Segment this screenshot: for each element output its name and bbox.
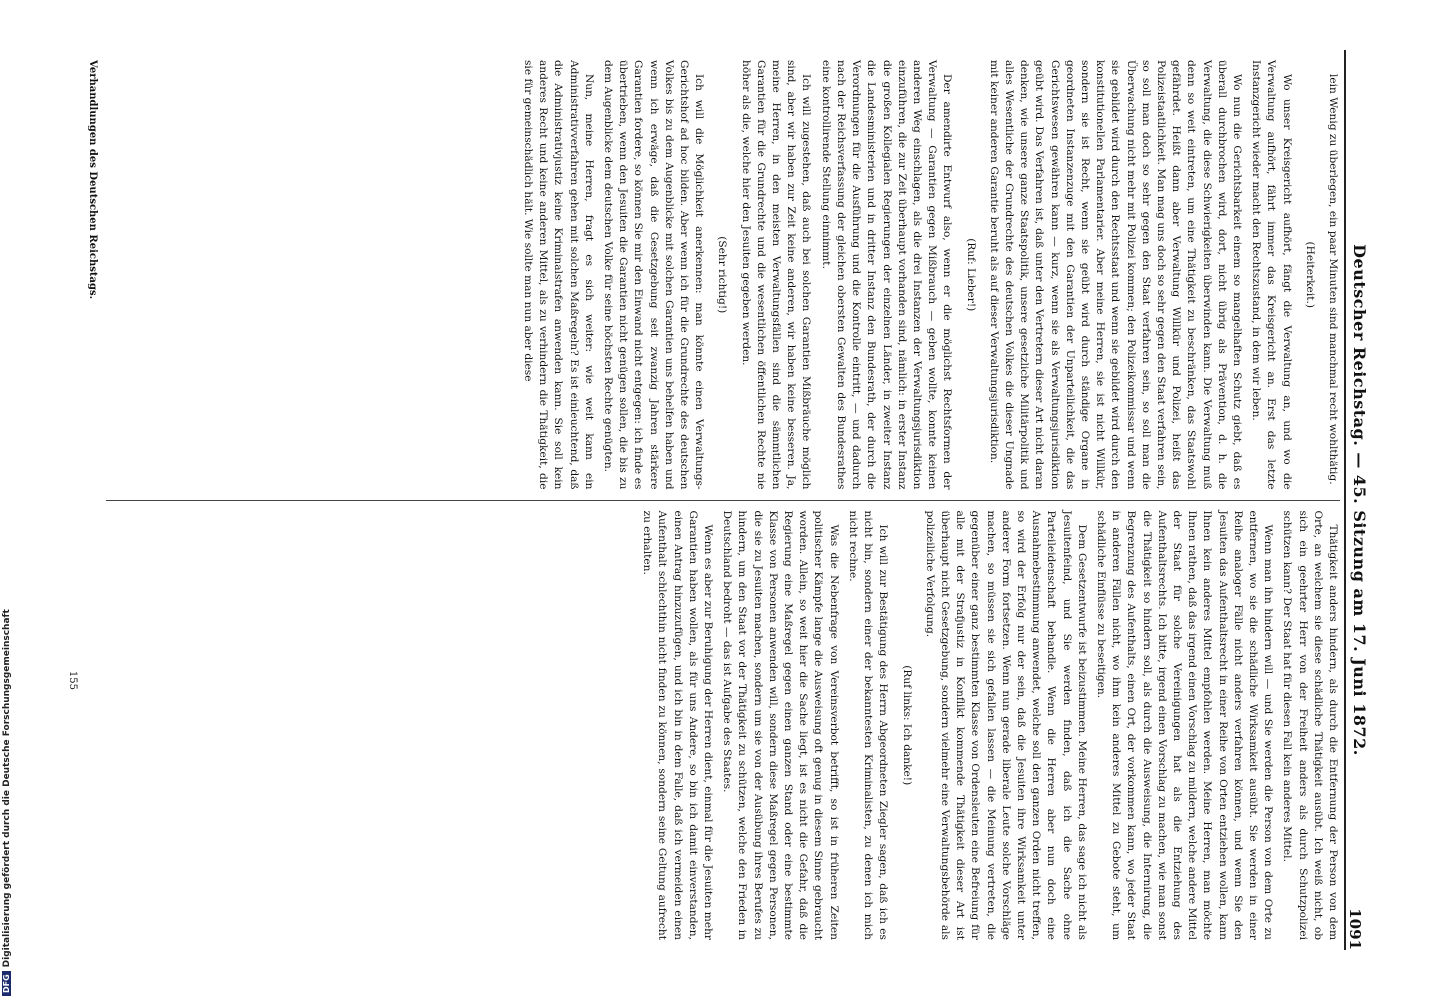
paragraph: (Sehr richtig!) [716,236,729,314]
paragraph: Ich will die Möglichkeit anerkennen: man könnte einen Verwaltungs-Gerichtshof ad hoc bilden. Aber wenn ich für die Grundrechte des deutschen Volkes bis zu dem Augenblicke mit solchen Garantien uns behelfen haben und wenn ich erwäge, daß die Gesetzgebung seit zwanzig Jahren stärkere Garantien fordere, so können Sie mir den Einwand nicht entgegen: ich finde es übertrieben, wenn den Jesuiten die Garantien nicht genügen sollen, die bis zu dem Augenblicke dem deutschen Volke für seine höchsten Rechte genügten. [602,60,706,490]
page-footer [54,50,98,950]
page-number: 1091 [1346,908,1364,950]
paragraph: (Ruf: Lieber!) [964,238,977,312]
paragraph: Thätigkeit anders hindern, als durch die Entfernung der Person von dem Orte, an welchem sie diese schädliche Thätigkeit ausübt. Ich weiß nicht, ob sich ein geehrter Herr von der Freiheit anders als durch Schutzpolizei schützen kann? Der Staat hat für diesen Fall kein anderes Mittel. [1281,510,1339,940]
page-header [1344,50,1382,950]
page-title: Deutscher Reichstag. — 45. Sitzung am 17. Juni 1872. [1350,244,1369,756]
paragraph: Wenn es aber zur Beruhigung der Herren dient, einmal für die Jesuiten mehr Garantien haben wollen, als für uns Andere, so bin ich damit einverstanden, einen Antrag hinzuzufügen, und ich bin in dem Falle, daß ich vermeiden einen Aufenthalt schlechthin nicht finden zu können, sondern seine Geltung aufrecht zu erhalten. [641,510,715,940]
paragraph: Wenn man ihn hindern will — und Sie werden die Person von dem Orte zu entfernen, wo sie die schädliche Wirksamkeit ausübt. Sie werden in einer Reihe analoger Fälle nicht anders verfahren können, und wenn Sie den Jesuiten das Aufenthaltsrecht in einer Reihe von Orten entziehen wollen, kann Ihnen kein anderes Mittel empfohlen werden. Meine Herren, man möchte Ihnen rathen, daß das irgend einen Vorschlag zu mildern, welche andere Mittel der Staat für solche Vereinigungen hat als die Entziehung des Aufenthaltsrechts. Ich bitte, irgend einen Vorschlag zu machen, wie man sonst die Thätigkeit so hindern soll, als durch die Ausweisung, die Internirung, die Begrenzung des Aufenthalts, einen Ort, der vorkommen kann, wo jeder Staat in anderen Fällen nicht, wo ihm kein anderes Mittel zu Gebote steht, um schädliche Einflüsse zu beseitigen. [1094,510,1275,940]
paragraph: Dem Gesetzentwurfe ist beizustimmen. Meine Herren, das sage ich nicht als Jesuitenfeind, und Sie werden finden, daß ich die Sache ohne Parteileidenschaft behandle. Wenn die Herren aber nun doch eine Ausnahmebestimmung anwendet, welche soll den ganzen Orden nicht treffen, so wird der Erfolg nur der sein, daß die Jesuiten ihre Wirksamkeit unter anderer Form fortsetzen. Wenn nun gerade liberale Leute solche Vorschläge machen, so müssen sie sich gefallen lassen — die Meinung vertreten, die gegenüber einer ganz bestimmten Klasse von Ordensleuten eine Befreiung für alle mit der Strafjustiz in Konflikt kommende Thätigkeit dieser Art ist überhaupt nicht Gesetzgebung, sondern vielmehr eine Verwaltungsbehörde als polizeiliche Verfolgung. [923,510,1088,940]
paragraph: (Ruf links: Ich danke!) [900,665,913,786]
paragraph: Wo unser Kreisgericht aufhört, fängt die Verwaltung an, und wo die Verwaltung aufhört, fährt immer das Kreisgericht an. Erst das letzte Instanzgericht wieder macht den Rechtszustand, in dem wir leben. [1250,60,1293,490]
paragraph: (Heiterkeit.) [1303,241,1316,308]
paragraph: Was die Nebenfrage von Vereinsverbot betrifft, so ist in früheren Zeiten politischer Kämpfe lange die Ausweisung oft genug in diesem Sinne gebraucht worden. Allein, so weit hier die Sache liegt, ist es nicht die Gefahr, daß die Regierung eine Maßregel gegen einen ganzen Stand oder eine bestimmte Klasse von Personen anwenden will, sondern diese Maßregel gegen Personen, die sie zu Jesuiten machen, sondern um sie von der Ausübung ihres Berufes zu hindern, um den Staat vor der Thätigkeit zu schützen, welche den Frieden in Deutschland bedroht — das ist Aufgabe des Staates. [721,510,840,940]
paragraph: Der amendirte Entwurf also, wenn er die möglichst Rechtsformen der Verwaltung — Garantien gegen Mißbrauch — geben wollte, konnte keinen anderen Weg einschlagen, als die drei Instanzen der Verwaltungsjurisdiktion einzuführen, die zur Zeit überhaupt vorhanden sind, nämlich: in erster Instanz die großen Kollegialen Regierungen der einzelnen Länder, in zweiter Instanz die Landesministerien und in dritter Instanz den Bundesrath, der durch die Verordnungen für die Ausführung und die Kontrolle eintritt, — und dadurch nach der Reichsverfassung der gleichen obersten Gewalten des Bundesrathes eine kontrollirende Stellung einnimmt. [819,60,954,490]
signature-line: Verhandlungen des Deutschen Reichstags. [87,60,98,300]
folio-number: 155 [67,670,78,690]
text-columns [106,50,1340,950]
paragraph: Ich will zugestehen, daß auch bei solchen Garantien Mißbräuche möglich sind, aber wir haben zur Zeit keine anderen, wir haben keine besseren. Ja, meine Herren, in den meisten Verwaltungsfällen sind die sämmtlichen Garantien für die Grundrechte und die wesentlichen öffentlichen Rechte nie höher als die, welche hier den Jesuiten gegeben werden. [739,60,813,490]
document-page [46,30,1386,970]
text-column-right [106,500,1340,951]
paragraph: Ich will zur Bestätigung des Herrn Abgeordneten Ziegler sagen, daß ich es nicht bin, sondern einer der bekanntesten Kriminalisten, zu denen ich mich nicht rechne. [846,510,890,940]
dfg-logo: DFG [2,971,11,996]
digitization-notice [2,0,12,996]
text-column-left [106,50,1340,500]
paragraph: lein Wenig zu überlegen, ein paar Minuten sind manchmal recht wohlthätig. [1327,74,1339,485]
paragraph: Wo nun die Gerichtsbarkeit einem so mangelhaften Schutz giebt, daß es überall durchbrochen wird, dort, nicht übrig als Prävention, d. h. die Verwaltung, die diese Schwierigkeiten überwinden kann. Die Verwaltung muß denn so weit eintreten, um eine Thätigkeit zu beschränken, das Staatswohl gefährdet. Heißt dann aber Verwaltung Willkür und Polizei, heißt das Polizeistaatlichkeit. Man mag uns doch so sehr gegen den Staat verfahren sein, so soll man doch so sehr gegen den Staat verfahren sein, so soll man die Überwachung nicht mehr mit Polizei kommen; den Polizeikommissar und wenn sie gebildet wird durch den Rechtsstaat und wenn sie gebildet wird durch den konstitutionellen Parlamentarier. Aber meine Herren, sie ist nicht Willkür, sondern sie ist Recht, wenn sie geübt wird durch ständige Organe in geordneten Instanzenzuge mit den Garantien der Unparteilichkeit, die das Gerichtswesen gewähren kann — kurz, wenn sie als Verwaltungsjurisdiktion geübt wird. Das Verfahren ist, daß unter den Vertretern dieser Art nicht daran denken, wie unsere ganze Staatspolitik, unsere gesetzliche Militärpolitik und alles Wesentliche der Grundrechte des deutschen Volkes die dieser Ungnade mit keiner anderen Garantie beruht als auf dieser Verwaltungsjurisdiktion. [987,60,1243,490]
paragraph: Nun, meine Herren, fragt es sich weiter: wie weit kann ein Administrativverfahren gehen mit solchen Maßregeln? Es ist einleuchtend, daß die Administrativjustiz keine Kriminalstrafen anwenden kann. Sie soll kein anderes Recht und keine anderen Mittel, als zu verhindern die Thätigkeit, die sie für gemeinschädlich hält. Wie sollte man nun aber diese [522,60,595,490]
digitization-text: Digitalisierung gefördert durch die Deutsche Forschungsgemeinschaft [2,609,12,968]
